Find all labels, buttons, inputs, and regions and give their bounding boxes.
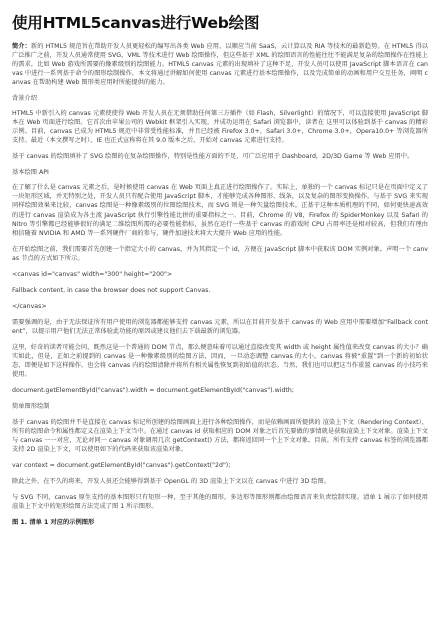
paragraph: 这里，好奇的读者可能会问，既然这是一个普通的 DOM 节点，那么便意味着可以通过直接改变其 width 或 height 属性值来改变 canvas 的大小？确实如此，但是，正如之前提到的 canvas 是一种像素级别的绘图方法，因而，一旦动态调整 canvas 的大小，canvas 将被“重置”到一个新的初始状态，即便是如下这样操作，也会将 canvas 内的绘图清除并将所有相关属性恢复到初始值的状态。当然，我们也可以把这当作重置 canvas 的小技巧来使用。 <box>12 344 428 379</box>
paragraph: 与 SVG 不同，canvas 原生支持的基本图形只有矩形一种，至于其他的图形，多边形等图形则都由绘图语言来负责绘制实现。清单 1 展示了如何使用渲染上下文中的矩形绘图方法完成了图 1 所示图形。 <box>12 493 428 510</box>
intro-text: 新的 HTML5 规范旨在帮助开发人员更轻松的编写出各类 Web 应用，以顺应当前 SaaS，云计算以及 RIA 等技术的最新趋势。在 HTML5 得以广泛推广之前，开发人员通常使用 SVG，VML 等技术进行 Web 绘图操作，但这些基于 XML 的绘图语言的性能往往不能满足复杂的绘图操作在性能上的需求，比如 Web 游戏所需要的像素级别的绘图能力。HTML5 canvas 元素的出现填补了这种不足，开发人员可以使用 JavaScript 脚本语言在 canvas 中进行一系列基于命令的图形绘制操作，本文将通过讲解如何使用 canvas 元素进行基本绘图操作，以及完成简单的动画和用户交互任务，阐明 canvas 在帮助构建 Web 图形类应用时所能提供的能力。 <box>12 42 429 86</box>
paragraph: HTML5 中新引入的 canvas 元素使使得 Web 开发人员在无须借助任何第三方插件（如 Flash，Silverlight）的情况下，可以直接使用 JavaScript 脚本在 Web 页面进行绘图。它首次由苹果公司的 Webkit 框架引入实现，并成功运用在 Safari 浏览器中，读者在 这里可以体验到基于 canvas 的精彩示例。目前，canvas 已成为 HTML5 规范中非常受性能标准，并且已经被 Firefox 3.0+，Safari 3.0+，Chrome 3.0+，Opera10.0+ 等浏览器所支持。最近（本文撰写之时），IE 也正式宣称将在其 9.0 版本之后，开始对 canvas 元素进行支持。 <box>12 109 428 145</box>
code-line: </canvas> <box>12 302 47 310</box>
paragraph: 在了解了什么是 canvas 元素之后，是时候使用 canvas 在 Web 页面上真正进行绘图操作了。实际上，单独的一个 canvas 标记只是在页面中定义了一块矩形区域，并无特别之处，开发人员只有配合使用 JavaScript 脚本，才能够完成各种图形、线条，以及复杂的图形变换操作，与基于 SVG 来实现同样绘图效果来比较，canvas 绘图是一种像素级别的位图绘图技术，而 SVG 则是一种矢量绘图技术。正基于这种本质机理的不同，如何更快速高效的进行 canvas 渲染成为各主流 JavaScript 执行引擎性能比拼的重要指标之一。目前，Chrome 的 V8，Firefox 的 SpiderMonkey 以及 Safari 的 Nitro 等引擎都已经能够很好的满足二维绘图所需的必要性能指标，虽然在运行一些基于 canvas 的游戏时 CPU 占用率还是相对较高，但我们有理由相信随着 NVIDIA 和 AMD 等一系列硬件厂商的参与，硬件加速技术将大大提升 Web 应用的性能。 <box>12 184 428 237</box>
paragraph: 除此之外，在不久的将来，开发人员还会能够得到基于 OpenGL 的 3D 渲染上下文以在 canvas 中进行 3D 绘图。 <box>12 477 330 485</box>
section-heading-basic-api: 基本绘图 API <box>12 169 49 177</box>
paragraph: 需要强调的是，由于无法保证所有用户使用的浏览器都能够支持 canvas 元素，所以在目前开发基于 canvas 的 Web 应用中需要增加“Fallback content”，以提示用户他们无法正常体验此功能的原因或建议他们去下载最新的浏览器。 <box>12 319 428 336</box>
figure-caption-text: 图 1. 清单 1 对应的示例图形 <box>12 519 95 527</box>
paragraph: 在开始绘图之前，我们需要首先创建一个指定大小的 canvas，并为其指定一个 id，方便在 JavaScript 脚本中获取该 DOM 实例对象。声明一个 canvas 节点的方式如下所示。 <box>12 245 428 262</box>
paragraph: 基于 canvas 的绘图并不是直接在 canvas 标记所创建的绘图画面上进行各种绘图操作，而是依赖画面所提供的 渲染上下文（Rendering Context），所有的绘图命令和属性都定义在渲染上下文当中。在通过 canvas id 获取相应的 DOM 对象之后首先要做的事情就是获取渲染上下文对象。渲染上下文与 canvas 一一对应，无论对同一 canvas 对象调用几次 getContext() 方法，都将返回同一个上下文对象。目前，所有支持 canvas 标签的浏览器都支持 2D 渲染上下文，可以使用如下的代码来获取该渲染对象。 <box>12 418 428 453</box>
code-line: Fallback content, in case the browser does not support Canvas. <box>12 286 211 294</box>
figure-caption <box>12 518 428 527</box>
intro-paragraph <box>12 42 428 87</box>
section-heading-background: 背景介绍 <box>12 94 37 102</box>
code-line: var context = document.getElementById("canvas").getContext("2d"); <box>12 461 231 469</box>
paragraph: 基于 canvas 的绘图填补了 SVG 绘图的在复杂绘图操作，特别是性能方面的不足，可广泛应用于 Dashboard，2D/3D Game 等 Web 应用中。 <box>12 153 414 161</box>
section-heading-simple-shapes: 简单图形绘制 <box>12 403 50 411</box>
intro-label: 简介： <box>12 42 31 50</box>
code-line: <canvas id="canvas" width="300" height="200"> <box>12 270 173 278</box>
code-line: document.getElementById("canvas").width = document.getElementById("canvas").width; <box>12 387 294 395</box>
page-title: 使用HTML5canvas进行Web绘图 <box>12 14 260 32</box>
